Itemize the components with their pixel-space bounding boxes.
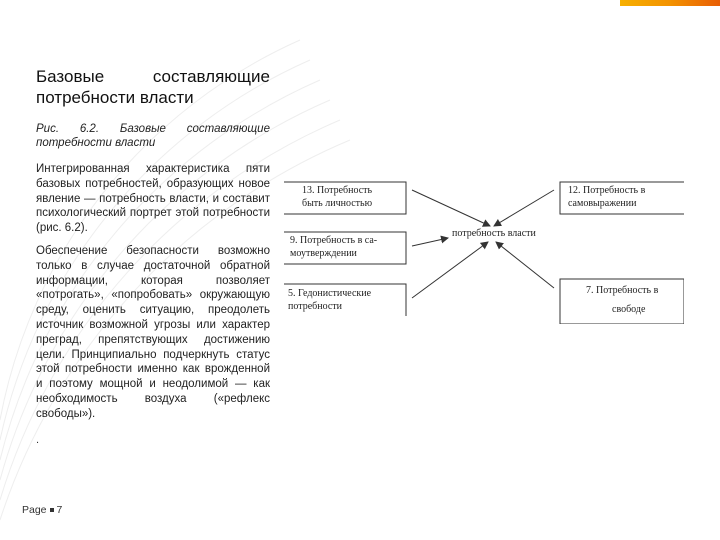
trailing-dot: . [36,433,40,446]
arrow-from-5 [412,242,488,298]
center-label: потребность власти [452,228,536,239]
arrow-from-12 [494,190,554,226]
arrow-from-9 [412,238,448,246]
text-column [36,66,270,446]
box-13-line-2: быть личностью [302,198,373,209]
title-word: составляющие [152,67,270,86]
arrow-from-13 [412,190,490,226]
caption-word: Рис. [36,123,60,135]
arrow-from-7 [496,242,554,288]
box-9-line-1: 9. Потребность в са- [290,235,378,246]
box-9-line-2: моутверждении [290,248,357,259]
paragraph-2: Обеспечение безопасности возможно только в случае достаточной обратной информации, которая позволяет «потрогать», «попробовать» окружающую среду, оценить ситуацию, преодолеть источник возможной угрозы или характер преград, препятствующих достижению цели. Принципиально подчеркнуть статус этой потребности именно как врожденной и поэтому мощной и неодолимой — как необходимость воздуха («рефлекс свободы»). [36,244,270,420]
box-7-line-2: свободе [612,304,646,315]
caption-word: 6.2. [79,123,100,135]
slide-title [36,66,270,108]
bullet-icon [50,508,54,512]
box-13-line-1: 13. Потребность [302,185,373,196]
page-footer [22,504,62,516]
box-12-line-1: 12. Потребность в [568,185,646,196]
accent-bar [620,0,720,6]
box-5-line-1: 5. Гедонистические [288,288,372,299]
box-12-line-2: самовыражении [568,198,637,209]
title-line-1 [36,66,270,87]
paragraph-1: Интегрированная характеристика пяти базовых потребностей, образующих новое явление — потребность власти, и составит психологический портрет этой потребности (рис. 6.2). [36,163,270,235]
box-5-line-2: потребности [288,301,342,312]
footer-label: Page [22,504,47,516]
title-word: Базовые [36,67,105,86]
page-number: 7 [56,504,63,516]
caption-line-2: потребности власти [36,137,156,149]
caption-word: составляющие [186,123,270,135]
caption-line-1 [36,122,270,136]
title-line-2: потребности власти [36,88,194,107]
box-7-line-1: 7. Потребность в [586,285,659,296]
figure-caption [36,122,270,150]
caption-word: Базовые [119,123,166,135]
needs-diagram [284,176,684,324]
